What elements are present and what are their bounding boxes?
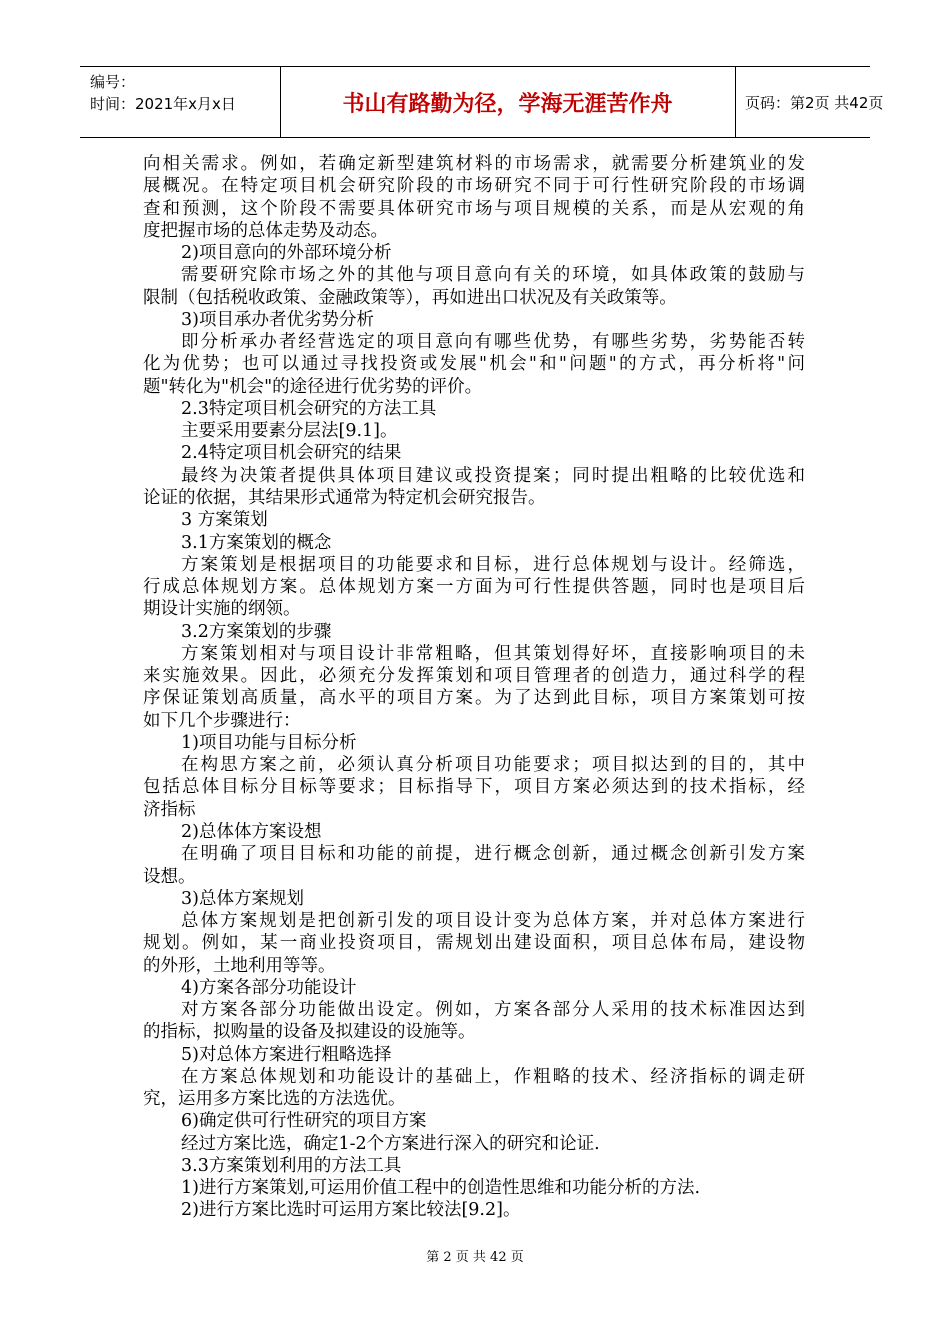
document-time-label: 时间：2021年x月x日 bbox=[90, 95, 236, 113]
text-line: 方案策划相对与项目设计非常粗略，但其策划得好坏，直接影响项目的未 bbox=[181, 643, 805, 664]
text-line: 题"转化为"机会"的途径进行优劣势的评价。 bbox=[143, 376, 483, 397]
text-line: 设想。 bbox=[143, 866, 196, 887]
text-line: 展概况。在特定项目机会研究阶段的市场研究不同于可行性研究阶段的市场调 bbox=[143, 176, 805, 197]
text-line: 论证的依据，其结果形式通常为特定机会研究报告。 bbox=[143, 487, 546, 508]
text-line: 3.1方案策划的概念 bbox=[181, 532, 332, 553]
text-line: 经过方案比选，确定1-2个方案进行深入的研究和论证. bbox=[181, 1133, 600, 1154]
header-motto: 书山有路勤为径，学海无涯苦作舟 bbox=[280, 67, 736, 137]
document-body bbox=[143, 153, 805, 1222]
text-line: 查和预测，这个阶段不需要具体研究市场与项目规模的关系，而是从宏观的角 bbox=[143, 198, 805, 219]
text-line: 主要采用要素分层法[9.1]。 bbox=[181, 421, 398, 442]
text-line: 的指标，拟购量的设备及拟建设的设施等。 bbox=[143, 1022, 476, 1043]
text-line: 2)总体体方案设想 bbox=[181, 821, 322, 842]
page-footer: 第 2 页 共 42 页 bbox=[426, 1250, 524, 1265]
text-line: 3.3方案策划利用的方法工具 bbox=[181, 1155, 402, 1176]
text-line: 1)项目功能与目标分析 bbox=[181, 732, 357, 753]
text-line: 4)方案各部分功能设计 bbox=[181, 977, 357, 998]
text-line: 对方案各部分功能做出设定。例如，方案各部分人采用的技术标准因达到 bbox=[181, 1000, 805, 1021]
text-line: 济指标 bbox=[143, 799, 196, 820]
document-number-label: 编号： bbox=[90, 73, 136, 91]
text-line: 3.2方案策划的步骤 bbox=[181, 621, 332, 642]
text-line: 向相关需求。例如，若确定新型建筑材料的市场需求，就需要分析建筑业的发 bbox=[143, 154, 805, 174]
text-line: 3 方案策划 bbox=[181, 510, 268, 531]
text-line: 规划。例如，某一商业投资项目，需规划出建设面积，项目总体布局，建设物 bbox=[143, 933, 805, 954]
text-line: 5)对总体方案进行粗略选择 bbox=[181, 1044, 392, 1065]
text-line: 3)项目承办者优劣势分析 bbox=[181, 309, 374, 330]
text-line: 在明确了项目目标和功能的前提，进行概念创新，通过概念创新引发方案 bbox=[181, 844, 805, 865]
text-line: 序保证策划高质量，高水平的项目方案。为了达到此目标，项目方案策划可按 bbox=[143, 688, 805, 709]
text-line: 3)总体方案规划 bbox=[181, 888, 304, 909]
header-info-cell bbox=[80, 67, 281, 137]
text-line: 来实施效果。因此，必须充分发挥策划和项目管理者的创造力，通过科学的程 bbox=[143, 666, 805, 687]
text-line: 2)进行方案比选时可运用方案比较法[9.2]。 bbox=[181, 1200, 521, 1221]
text-line: 如下几个步骤进行： bbox=[143, 710, 301, 731]
header-page-number: 页码：第2页 共42页 bbox=[745, 93, 884, 112]
text-line: 限制（包括税收政策、金融政策等），再如进出口状况及有关政策等。 bbox=[143, 287, 677, 308]
text-line: 方案策划是根据项目的功能要求和目标，进行总体规划与设计。经筛选， bbox=[181, 554, 805, 575]
text-line: 行成总体规划方案。总体规划方案一方面为可行性提供答题，同时也是项目后 bbox=[143, 577, 805, 598]
text-line: 需要研究除市场之外的其他与项目意向有关的环境，如具体政策的鼓励与 bbox=[181, 265, 805, 286]
text-line: 2.3特定项目机会研究的方法工具 bbox=[181, 398, 437, 419]
text-line: 的外形，土地利用等等。 bbox=[143, 955, 336, 976]
text-line: 即分析承办者经营选定的项目意向有哪些优势，有哪些劣势，劣势能否转 bbox=[181, 332, 805, 353]
page-header bbox=[80, 66, 884, 138]
text-line: 2.4特定项目机会研究的结果 bbox=[181, 443, 402, 464]
text-line: 在构思方案之前，必须认真分析项目功能要求；项目拟达到的目的，其中 bbox=[181, 755, 805, 776]
text-line: 期设计实施的纲领。 bbox=[143, 599, 301, 620]
text-line: 总体方案规划是把创新引发的项目设计变为总体方案，并对总体方案进行 bbox=[181, 911, 805, 932]
text-line: 究，运用多方案比选的方法选优。 bbox=[143, 1089, 406, 1110]
text-line: 最终为决策者提供具体项目建议或投资提案；同时提出粗略的比较优选和 bbox=[181, 465, 805, 486]
text-line: 在方案总体规划和功能设计的基础上，作粗略的技术、经济指标的调走研 bbox=[181, 1066, 805, 1087]
text-line: 2)项目意向的外部环境分析 bbox=[181, 243, 392, 264]
text-line: 包括总体目标分目标等要求；目标指导下，项目方案必须达到的技术指标，经 bbox=[143, 777, 805, 798]
text-line: 1)进行方案策划,可运用价值工程中的创造性思维和功能分析的方法. bbox=[181, 1178, 701, 1199]
text-line: 6)确定供可行性研究的项目方案 bbox=[181, 1111, 427, 1132]
text-line: 化为优势；也可以通过寻找投资或发展"机会"和"问题"的方式，再分析将"问 bbox=[143, 354, 805, 375]
text-line: 度把握市场的总体走势及动态。 bbox=[143, 220, 388, 241]
